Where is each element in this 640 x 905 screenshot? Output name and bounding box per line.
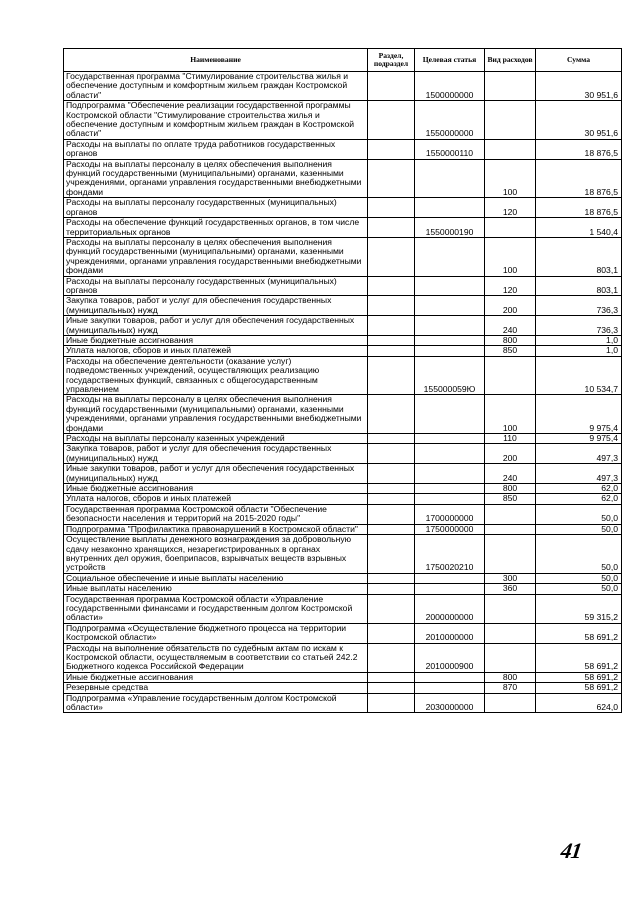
table-row — [64, 335, 622, 345]
cell-sum: 624,0 — [536, 693, 622, 713]
cell-name: Уплата налогов, сборов и иных платежей — [64, 494, 368, 504]
cell-article: 2000000000 — [415, 594, 485, 623]
table-row — [64, 434, 622, 444]
table-row — [64, 139, 622, 159]
cell-name: Резервные средства — [64, 683, 368, 693]
cell-article — [415, 395, 485, 434]
cell-section — [368, 504, 415, 524]
cell-kind — [485, 594, 536, 623]
cell-name: Подпрограмма "Обеспечение реализации государственной программы Костромской области "Стимулирование строительства жилья и обеспечение доступным и комфортным жильем граждан в Костромской области" — [64, 101, 368, 140]
cell-section — [368, 444, 415, 464]
cell-article — [415, 335, 485, 345]
cell-sum: 9 975,4 — [536, 395, 622, 434]
cell-kind: 360 — [485, 584, 536, 594]
cell-kind: 240 — [485, 464, 536, 484]
table-row — [64, 643, 622, 672]
cell-name: Закупка товаров, работ и услуг для обеспечения государственных (муниципальных) нужд — [64, 296, 368, 316]
cell-name: Иные закупки товаров, работ и услуг для обеспечения государственных (муниципальных) нужд — [64, 464, 368, 484]
cell-name: Расходы на выплаты персоналу в целях обеспечения выполнения функций государственными (муниципальными) органами, казенными учреждениями, органами управления государственными внебюджетными фондами — [64, 237, 368, 276]
cell-sum: 50,0 — [536, 584, 622, 594]
cell-article: 1550000190 — [415, 218, 485, 238]
cell-kind: 800 — [485, 484, 536, 494]
cell-article — [415, 434, 485, 444]
cell-section — [368, 72, 415, 101]
cell-sum: 1,0 — [536, 335, 622, 345]
cell-kind: 300 — [485, 573, 536, 583]
header-name: Наименование — [64, 49, 368, 72]
cell-sum: 497,3 — [536, 464, 622, 484]
cell-article: 1550000110 — [415, 139, 485, 159]
table-row — [64, 356, 622, 395]
cell-name: Расходы на выполнение обязательств по судебным актам по искам к Костромской области, осуществляемым в соответствии со статьей 242.2 Бюджетного кодекса Российской Федерации — [64, 643, 368, 672]
cell-sum: 50,0 — [536, 524, 622, 534]
table-row — [64, 693, 622, 713]
cell-name: Расходы на выплаты персоналу в целях обеспечения выполнения функций государственными (муниципальными) органами, казенными учреждениями, органами управления государственными внебюджетными фондами — [64, 159, 368, 198]
cell-article — [415, 346, 485, 356]
cell-kind — [485, 72, 536, 101]
cell-article: 2030000000 — [415, 693, 485, 713]
cell-section — [368, 159, 415, 198]
cell-article — [415, 444, 485, 464]
cell-kind — [485, 643, 536, 672]
cell-name: Расходы на выплаты персоналу государственных (муниципальных) органов — [64, 198, 368, 218]
table-row — [64, 504, 622, 524]
cell-section — [368, 218, 415, 238]
table-row — [64, 464, 622, 484]
cell-kind — [485, 693, 536, 713]
cell-article: 1500000000 — [415, 72, 485, 101]
cell-name: Закупка товаров, работ и услуг для обеспечения государственных (муниципальных) нужд — [64, 444, 368, 464]
table-row — [64, 296, 622, 316]
cell-name: Иные бюджетные ассигнования — [64, 335, 368, 345]
cell-article: 1700000000 — [415, 504, 485, 524]
cell-name: Расходы на выплаты персоналу государственных (муниципальных) органов — [64, 276, 368, 296]
cell-kind — [485, 356, 536, 395]
cell-article — [415, 683, 485, 693]
table-row — [64, 484, 622, 494]
cell-section — [368, 573, 415, 583]
cell-section — [368, 683, 415, 693]
cell-kind — [485, 101, 536, 140]
cell-article: 1750020210 — [415, 535, 485, 574]
cell-section — [368, 623, 415, 643]
table-row — [64, 346, 622, 356]
cell-section — [368, 693, 415, 713]
cell-article — [415, 316, 485, 336]
table-row — [64, 584, 622, 594]
cell-name: Иные выплаты населению — [64, 584, 368, 594]
header-sum: Сумма — [536, 49, 622, 72]
cell-section — [368, 139, 415, 159]
cell-kind — [485, 139, 536, 159]
table-row — [64, 494, 622, 504]
cell-kind: 240 — [485, 316, 536, 336]
cell-sum: 59 315,2 — [536, 594, 622, 623]
cell-section — [368, 198, 415, 218]
cell-name: Подпрограмма "Профилактика правонарушений в Костромской области" — [64, 524, 368, 534]
cell-section — [368, 672, 415, 682]
table-row — [64, 198, 622, 218]
cell-section — [368, 524, 415, 534]
cell-article — [415, 672, 485, 682]
cell-section — [368, 484, 415, 494]
cell-kind: 120 — [485, 276, 536, 296]
cell-name: Иные бюджетные ассигнования — [64, 484, 368, 494]
table-body — [64, 72, 622, 713]
cell-article — [415, 276, 485, 296]
cell-kind: 200 — [485, 444, 536, 464]
cell-article — [415, 198, 485, 218]
cell-section — [368, 316, 415, 336]
table-row — [64, 159, 622, 198]
cell-sum: 50,0 — [536, 535, 622, 574]
cell-sum: 50,0 — [536, 573, 622, 583]
cell-section — [368, 494, 415, 504]
cell-sum: 736,3 — [536, 296, 622, 316]
cell-sum: 62,0 — [536, 494, 622, 504]
cell-section — [368, 296, 415, 316]
cell-section — [368, 356, 415, 395]
cell-kind — [485, 504, 536, 524]
table-row — [64, 594, 622, 623]
cell-sum: 30 951,6 — [536, 72, 622, 101]
cell-name: Государственная программа "Стимулирование строительства жилья и обеспечение доступным и комфортным жильем граждан Костромской области" — [64, 72, 368, 101]
cell-name: Иные бюджетные ассигнования — [64, 672, 368, 682]
cell-sum: 10 534,7 — [536, 356, 622, 395]
cell-article: 155000059Ю — [415, 356, 485, 395]
cell-section — [368, 434, 415, 444]
cell-article: 2010000900 — [415, 643, 485, 672]
cell-name: Расходы на обеспечение функций государственных органов, в том числе территориальных органов — [64, 218, 368, 238]
cell-kind: 800 — [485, 335, 536, 345]
cell-kind: 120 — [485, 198, 536, 218]
cell-kind — [485, 524, 536, 534]
cell-article — [415, 296, 485, 316]
cell-sum: 58 691,2 — [536, 643, 622, 672]
cell-sum: 62,0 — [536, 484, 622, 494]
cell-kind: 110 — [485, 434, 536, 444]
cell-article — [415, 484, 485, 494]
table-row — [64, 276, 622, 296]
cell-section — [368, 464, 415, 484]
cell-kind: 870 — [485, 683, 536, 693]
cell-kind — [485, 218, 536, 238]
cell-article — [415, 237, 485, 276]
cell-kind: 850 — [485, 494, 536, 504]
cell-sum: 58 691,2 — [536, 623, 622, 643]
cell-section — [368, 237, 415, 276]
cell-article: 2010000000 — [415, 623, 485, 643]
cell-kind — [485, 535, 536, 574]
table-row — [64, 573, 622, 583]
cell-kind: 100 — [485, 159, 536, 198]
cell-name: Социальное обеспечение и иные выплаты населению — [64, 573, 368, 583]
cell-name: Государственная программа Костромской области «Управление государственными финансами и государственным долгом Костромской области» — [64, 594, 368, 623]
cell-article: 1750000000 — [415, 524, 485, 534]
cell-kind: 100 — [485, 395, 536, 434]
cell-name: Подпрограмма «Управление государственным долгом Костромской области» — [64, 693, 368, 713]
page-number: 41 — [559, 838, 583, 863]
cell-kind — [485, 623, 536, 643]
cell-sum: 803,1 — [536, 276, 622, 296]
cell-name: Осуществление выплаты денежного вознаграждения за добровольную сдачу незаконно хранящихся, незарегистрированных в органах внутренних дел оружия, боеприпасов, взрывчатых веществ взрывных устройств — [64, 535, 368, 574]
cell-kind: 100 — [485, 237, 536, 276]
cell-section — [368, 101, 415, 140]
cell-sum: 1 540,4 — [536, 218, 622, 238]
table-row — [64, 535, 622, 574]
table-row — [64, 623, 622, 643]
cell-sum: 18 876,5 — [536, 198, 622, 218]
budget-table — [63, 48, 622, 713]
cell-sum: 50,0 — [536, 504, 622, 524]
table-row — [64, 316, 622, 336]
cell-name: Расходы на выплаты по оплате труда работников государственных органов — [64, 139, 368, 159]
table-header-row — [64, 49, 622, 72]
cell-section — [368, 584, 415, 594]
cell-section — [368, 594, 415, 623]
cell-name: Расходы на выплаты персоналу в целях обеспечения выполнения функций государственными (муниципальными) органами, казенными учреждениями, органами управления государственными внебюджетными фондами — [64, 395, 368, 434]
cell-sum: 1,0 — [536, 346, 622, 356]
cell-name: Расходы на обеспечение деятельности (оказание услуг) подведомственных учреждений, осуществляющих реализацию государственных функций, связанных с общегосударственным управлением — [64, 356, 368, 395]
cell-name: Подпрограмма «Осуществление бюджетного процесса на территории Костромской области» — [64, 623, 368, 643]
table-row — [64, 72, 622, 101]
cell-section — [368, 395, 415, 434]
header-article: Целевая статья — [415, 49, 485, 72]
cell-article — [415, 584, 485, 594]
cell-section — [368, 335, 415, 345]
cell-sum: 18 876,5 — [536, 159, 622, 198]
table-row — [64, 237, 622, 276]
cell-article — [415, 494, 485, 504]
cell-section — [368, 535, 415, 574]
cell-name: Государственная программа Костромской области "Обеспечение безопасности населения и территорий на 2015-2020 годы" — [64, 504, 368, 524]
cell-sum: 497,3 — [536, 444, 622, 464]
table-row — [64, 101, 622, 140]
cell-kind: 200 — [485, 296, 536, 316]
cell-sum: 30 951,6 — [536, 101, 622, 140]
cell-article — [415, 464, 485, 484]
header-section: Раздел, подраздел — [368, 49, 415, 72]
cell-article: 1550000000 — [415, 101, 485, 140]
cell-sum: 58 691,2 — [536, 672, 622, 682]
cell-article — [415, 159, 485, 198]
cell-name: Расходы на выплаты персоналу казенных учреждений — [64, 434, 368, 444]
cell-sum: 736,3 — [536, 316, 622, 336]
cell-sum: 9 975,4 — [536, 434, 622, 444]
cell-section — [368, 276, 415, 296]
table-row — [64, 683, 622, 693]
cell-kind: 800 — [485, 672, 536, 682]
table-row — [64, 524, 622, 534]
cell-kind: 850 — [485, 346, 536, 356]
cell-sum: 18 876,5 — [536, 139, 622, 159]
table-row — [64, 395, 622, 434]
cell-name: Иные закупки товаров, работ и услуг для обеспечения государственных (муниципальных) нужд — [64, 316, 368, 336]
table-row — [64, 672, 622, 682]
cell-name: Уплата налогов, сборов и иных платежей — [64, 346, 368, 356]
cell-section — [368, 346, 415, 356]
cell-section — [368, 643, 415, 672]
table-row — [64, 444, 622, 464]
cell-article — [415, 573, 485, 583]
header-kind: Вид расходов — [485, 49, 536, 72]
table-row — [64, 218, 622, 238]
cell-sum: 58 691,2 — [536, 683, 622, 693]
cell-sum: 803,1 — [536, 237, 622, 276]
